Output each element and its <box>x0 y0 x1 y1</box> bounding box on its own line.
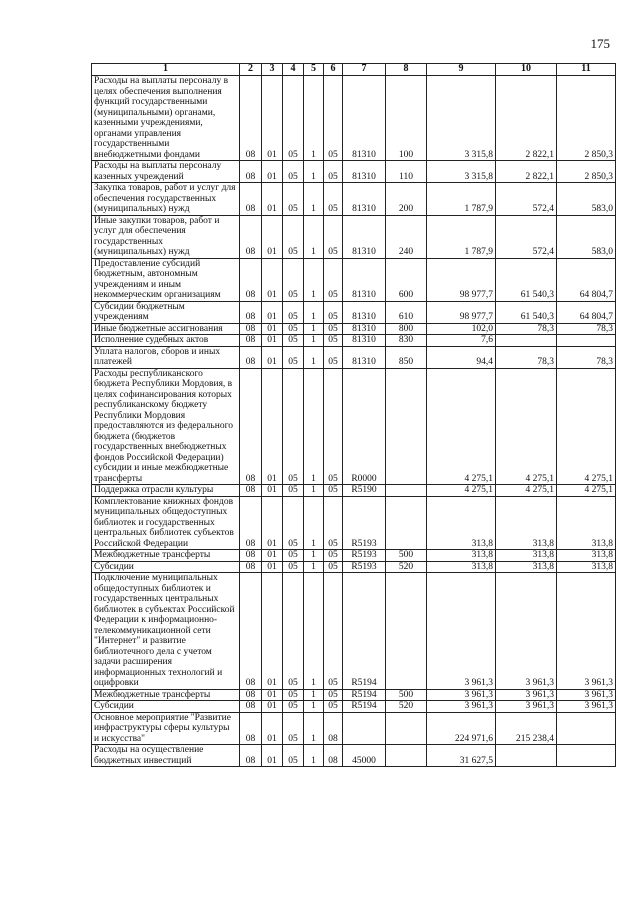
code-cell: 08 <box>240 496 262 550</box>
amount-cell: 61 540,3 <box>496 258 557 301</box>
amount-cell: 313,8 <box>496 496 557 550</box>
amount-cell: 98 977,7 <box>427 258 496 301</box>
code-cell: 05 <box>324 301 343 323</box>
column-header: 4 <box>283 64 304 76</box>
amount-cell: 313,8 <box>557 496 616 550</box>
amount-cell <box>557 712 616 745</box>
code-cell: 81310 <box>343 301 386 323</box>
amount-cell: 98 977,7 <box>427 301 496 323</box>
table-body <box>92 76 616 767</box>
code-cell: 01 <box>262 335 283 347</box>
code-cell: 08 <box>240 368 262 485</box>
column-header: 5 <box>304 64 324 76</box>
code-cell: 05 <box>283 485 304 497</box>
code-cell: R5194 <box>343 689 386 701</box>
code-cell: 1 <box>304 76 324 161</box>
code-cell: 05 <box>283 368 304 485</box>
amount-cell: 3 961,3 <box>496 689 557 701</box>
code-cell: 1 <box>304 258 324 301</box>
code-cell: 1 <box>304 745 324 767</box>
code-cell <box>386 573 427 690</box>
amount-cell: 583,0 <box>557 215 616 258</box>
table-row <box>92 745 616 767</box>
code-cell: 850 <box>386 346 427 368</box>
column-header: 7 <box>343 64 386 76</box>
code-cell: 830 <box>386 335 427 347</box>
code-cell: 05 <box>283 215 304 258</box>
table-row <box>92 550 616 562</box>
code-cell: 05 <box>324 496 343 550</box>
code-cell: 1 <box>304 346 324 368</box>
row-name: Исполнение судебных актов <box>92 335 240 347</box>
row-name: Расходы на выплаты персоналу в целях обеспечения выполнения функций государственными (муниципальными) органами, казенными учреждениями, органами управления государственными внебюджетными фондами <box>92 76 240 161</box>
code-cell: 520 <box>386 701 427 713</box>
code-cell <box>343 712 386 745</box>
code-cell: 05 <box>324 701 343 713</box>
budget-table <box>91 63 616 767</box>
code-cell: 01 <box>262 485 283 497</box>
code-cell: R5194 <box>343 573 386 690</box>
code-cell: 01 <box>262 689 283 701</box>
amount-cell: 1 787,9 <box>427 183 496 216</box>
code-cell: R5193 <box>343 496 386 550</box>
code-cell: R5190 <box>343 485 386 497</box>
amount-cell: 102,0 <box>427 323 496 335</box>
amount-cell: 572,4 <box>496 183 557 216</box>
amount-cell: 313,8 <box>427 561 496 573</box>
code-cell: 08 <box>240 712 262 745</box>
code-cell: 05 <box>324 368 343 485</box>
amount-cell: 78,3 <box>496 346 557 368</box>
table-row <box>92 323 616 335</box>
code-cell: 05 <box>324 689 343 701</box>
amount-cell: 3 961,3 <box>496 701 557 713</box>
code-cell: 08 <box>240 183 262 216</box>
amount-cell: 3 961,3 <box>557 573 616 690</box>
code-cell: 81310 <box>343 183 386 216</box>
code-cell: 01 <box>262 496 283 550</box>
code-cell <box>386 712 427 745</box>
code-cell: 08 <box>240 76 262 161</box>
code-cell: 01 <box>262 183 283 216</box>
code-cell: 08 <box>240 701 262 713</box>
table-row <box>92 258 616 301</box>
table-row <box>92 701 616 713</box>
code-cell: 08 <box>324 745 343 767</box>
code-cell: 01 <box>262 701 283 713</box>
row-name: Уплата налогов, сборов и иных платежей <box>92 346 240 368</box>
code-cell: 600 <box>386 258 427 301</box>
code-cell: 1 <box>304 215 324 258</box>
code-cell: 05 <box>283 161 304 183</box>
code-cell: 05 <box>283 346 304 368</box>
code-cell: 81310 <box>343 346 386 368</box>
amount-cell: 78,3 <box>557 346 616 368</box>
table-header-row <box>92 64 616 76</box>
column-header: 10 <box>496 64 557 76</box>
page-number: 175 <box>590 36 610 51</box>
table-row <box>92 368 616 485</box>
amount-cell: 3 961,3 <box>557 689 616 701</box>
code-cell: 05 <box>324 161 343 183</box>
table-row <box>92 573 616 690</box>
code-cell: 08 <box>240 745 262 767</box>
table-row <box>92 335 616 347</box>
code-cell: 81310 <box>343 215 386 258</box>
code-cell: 1 <box>304 485 324 497</box>
code-cell: 01 <box>262 258 283 301</box>
code-cell: 100 <box>386 76 427 161</box>
column-header: 3 <box>262 64 283 76</box>
row-name: Расходы республиканского бюджета Республики Мордовия, в целях софинансирования которых республиканскому бюджету Республики Мордовия предоставляются из федерального бюджета (бюджетов государственных внебюджетных фондов Российской Федерации) субсидии и иные межбюджетные трансферты <box>92 368 240 485</box>
code-cell: 81310 <box>343 335 386 347</box>
code-cell: 05 <box>283 258 304 301</box>
row-name: Закупка товаров, работ и услуг для обеспечения государственных (муниципальных) нужд <box>92 183 240 216</box>
code-cell: 500 <box>386 550 427 562</box>
code-cell: 05 <box>324 215 343 258</box>
amount-cell: 572,4 <box>496 215 557 258</box>
column-header: 1 <box>92 64 240 76</box>
code-cell: 240 <box>386 215 427 258</box>
table-row <box>92 301 616 323</box>
amount-cell: 313,8 <box>557 561 616 573</box>
code-cell: 520 <box>386 561 427 573</box>
amount-cell <box>496 335 557 347</box>
amount-cell: 78,3 <box>496 323 557 335</box>
code-cell: 01 <box>262 76 283 161</box>
row-name: Расходы на осуществление бюджетных инвестиций <box>92 745 240 767</box>
code-cell: 05 <box>283 745 304 767</box>
row-name: Межбюджетные трансферты <box>92 550 240 562</box>
amount-cell: 3 961,3 <box>427 701 496 713</box>
code-cell: R5193 <box>343 550 386 562</box>
code-cell: 1 <box>304 323 324 335</box>
code-cell: 1 <box>304 550 324 562</box>
column-header: 6 <box>324 64 343 76</box>
code-cell: 01 <box>262 745 283 767</box>
amount-cell: 313,8 <box>557 550 616 562</box>
row-name: Подключение муниципальных общедоступных библиотек и государственных центральных библиотек в субъектах Российской Федерации к информационно-телекоммуникационной сети "Интернет" и развитие библиотечного дела с учетом задачи расширения информационных технологий и оцифровки <box>92 573 240 690</box>
amount-cell: 313,8 <box>496 550 557 562</box>
row-name: Межбюджетные трансферты <box>92 689 240 701</box>
amount-cell: 4 275,1 <box>557 485 616 497</box>
code-cell: 08 <box>324 712 343 745</box>
amount-cell <box>557 335 616 347</box>
table-row <box>92 712 616 745</box>
amount-cell: 2 822,1 <box>496 161 557 183</box>
code-cell <box>386 368 427 485</box>
table-row <box>92 76 616 161</box>
amount-cell: 3 961,3 <box>496 573 557 690</box>
code-cell: R5194 <box>343 701 386 713</box>
code-cell: 1 <box>304 183 324 216</box>
amount-cell: 224 971,6 <box>427 712 496 745</box>
amount-cell: 3 961,3 <box>557 701 616 713</box>
code-cell: R0000 <box>343 368 386 485</box>
table-row <box>92 496 616 550</box>
code-cell: 08 <box>240 258 262 301</box>
code-cell: 01 <box>262 161 283 183</box>
code-cell: 05 <box>283 550 304 562</box>
amount-cell: 64 804,7 <box>557 301 616 323</box>
table-row <box>92 689 616 701</box>
code-cell: 1 <box>304 496 324 550</box>
table-row <box>92 161 616 183</box>
amount-cell: 4 275,1 <box>427 485 496 497</box>
amount-cell: 2 850,3 <box>557 76 616 161</box>
row-name: Субсидии бюджетным учреждениям <box>92 301 240 323</box>
code-cell: 81310 <box>343 258 386 301</box>
row-name: Комплектование книжных фондов муниципальных общедоступных библиотек и государственных центральных библиотек субъектов Российской Федерации <box>92 496 240 550</box>
code-cell <box>386 496 427 550</box>
amount-cell: 61 540,3 <box>496 301 557 323</box>
row-name: Иные бюджетные ассигнования <box>92 323 240 335</box>
amount-cell: 78,3 <box>557 323 616 335</box>
code-cell: 08 <box>240 301 262 323</box>
code-cell: 08 <box>240 215 262 258</box>
code-cell: 05 <box>324 550 343 562</box>
code-cell: 1 <box>304 368 324 485</box>
amount-cell: 7,6 <box>427 335 496 347</box>
code-cell: 1 <box>304 712 324 745</box>
row-name: Иные закупки товаров, работ и услуг для обеспечения государственных (муниципальных) нужд <box>92 215 240 258</box>
amount-cell: 3 315,8 <box>427 76 496 161</box>
amount-cell: 2 822,1 <box>496 76 557 161</box>
code-cell: 01 <box>262 368 283 485</box>
code-cell: 05 <box>283 183 304 216</box>
code-cell: 05 <box>283 573 304 690</box>
code-cell: 08 <box>240 161 262 183</box>
code-cell: 05 <box>324 485 343 497</box>
amount-cell: 94,4 <box>427 346 496 368</box>
table-row <box>92 561 616 573</box>
code-cell: 08 <box>240 550 262 562</box>
row-name: Субсидии <box>92 701 240 713</box>
amount-cell: 31 627,5 <box>427 745 496 767</box>
code-cell: 01 <box>262 712 283 745</box>
amount-cell: 215 238,4 <box>496 712 557 745</box>
amount-cell: 583,0 <box>557 183 616 216</box>
column-header: 11 <box>557 64 616 76</box>
code-cell: 01 <box>262 561 283 573</box>
code-cell: 08 <box>240 561 262 573</box>
code-cell: 08 <box>240 346 262 368</box>
code-cell: 01 <box>262 215 283 258</box>
code-cell: 05 <box>283 335 304 347</box>
code-cell: 01 <box>262 550 283 562</box>
code-cell: 1 <box>304 689 324 701</box>
code-cell: 200 <box>386 183 427 216</box>
amount-cell: 3 961,3 <box>427 689 496 701</box>
code-cell: 81310 <box>343 161 386 183</box>
code-cell: 08 <box>240 573 262 690</box>
code-cell: 01 <box>262 301 283 323</box>
code-cell: 1 <box>304 561 324 573</box>
table-row <box>92 215 616 258</box>
column-header: 8 <box>386 64 427 76</box>
code-cell: R5193 <box>343 561 386 573</box>
amount-cell: 4 275,1 <box>557 368 616 485</box>
amount-cell: 3 315,8 <box>427 161 496 183</box>
code-cell: 05 <box>283 701 304 713</box>
amount-cell: 313,8 <box>427 496 496 550</box>
amount-cell: 313,8 <box>496 561 557 573</box>
code-cell: 08 <box>240 335 262 347</box>
code-cell: 05 <box>283 561 304 573</box>
code-cell: 05 <box>324 76 343 161</box>
row-name: Субсидии <box>92 561 240 573</box>
code-cell <box>386 745 427 767</box>
code-cell: 05 <box>324 323 343 335</box>
code-cell: 1 <box>304 161 324 183</box>
amount-cell: 3 961,3 <box>427 573 496 690</box>
row-name: Основное мероприятие "Развитие инфраструктуры сферы культуры и искусства" <box>92 712 240 745</box>
code-cell: 01 <box>262 573 283 690</box>
code-cell <box>386 485 427 497</box>
code-cell: 1 <box>304 301 324 323</box>
amount-cell <box>557 745 616 767</box>
row-name: Поддержка отрасли культуры <box>92 485 240 497</box>
code-cell: 05 <box>324 335 343 347</box>
amount-cell: 4 275,1 <box>496 485 557 497</box>
code-cell: 08 <box>240 485 262 497</box>
code-cell: 05 <box>283 301 304 323</box>
code-cell: 1 <box>304 701 324 713</box>
code-cell: 05 <box>324 183 343 216</box>
row-name: Предоставление субсидий бюджетным, автономным учреждениям и иным некоммерческим организациям <box>92 258 240 301</box>
code-cell: 1 <box>304 573 324 690</box>
code-cell: 05 <box>283 323 304 335</box>
code-cell: 05 <box>283 76 304 161</box>
code-cell: 81310 <box>343 323 386 335</box>
code-cell: 05 <box>324 561 343 573</box>
amount-cell: 4 275,1 <box>496 368 557 485</box>
code-cell: 81310 <box>343 76 386 161</box>
amount-cell: 2 850,3 <box>557 161 616 183</box>
code-cell: 800 <box>386 323 427 335</box>
code-cell: 08 <box>240 689 262 701</box>
table-row <box>92 485 616 497</box>
code-cell: 05 <box>283 689 304 701</box>
amount-cell: 313,8 <box>427 550 496 562</box>
column-header: 9 <box>427 64 496 76</box>
amount-cell: 64 804,7 <box>557 258 616 301</box>
code-cell: 610 <box>386 301 427 323</box>
column-header: 2 <box>240 64 262 76</box>
row-name: Расходы на выплаты персоналу казенных учреждений <box>92 161 240 183</box>
code-cell: 500 <box>386 689 427 701</box>
amount-cell: 4 275,1 <box>427 368 496 485</box>
code-cell: 08 <box>240 323 262 335</box>
code-cell: 01 <box>262 323 283 335</box>
amount-cell <box>496 745 557 767</box>
code-cell: 05 <box>324 258 343 301</box>
code-cell: 05 <box>324 346 343 368</box>
code-cell: 05 <box>283 712 304 745</box>
amount-cell: 1 787,9 <box>427 215 496 258</box>
code-cell: 110 <box>386 161 427 183</box>
table-row <box>92 346 616 368</box>
code-cell: 05 <box>283 496 304 550</box>
code-cell: 45000 <box>343 745 386 767</box>
table-row <box>92 183 616 216</box>
code-cell: 1 <box>304 335 324 347</box>
code-cell: 05 <box>324 573 343 690</box>
code-cell: 01 <box>262 346 283 368</box>
